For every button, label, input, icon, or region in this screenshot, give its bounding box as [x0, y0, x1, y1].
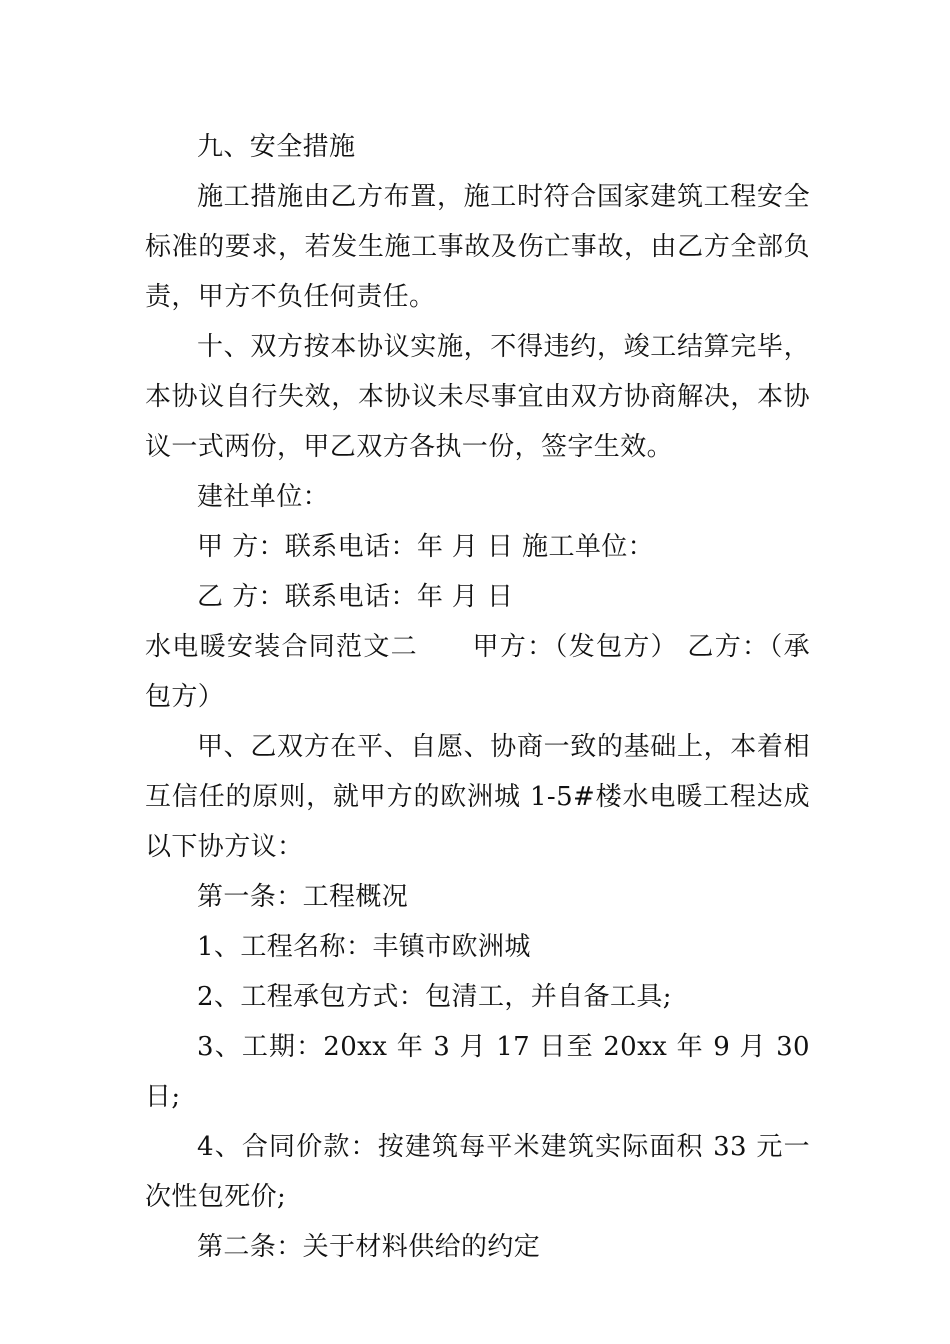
document-body	[145, 122, 810, 1272]
item-duration: 3、工期：20xx 年 3 月 17 日至 20xx 年 9 月 30 日;	[145, 1032, 810, 1112]
article-one-heading: 第一条：工程概况	[197, 882, 409, 912]
paragraph-safety-measures: 施工措施由乙方布置，施工时符合国家建筑工程安全标准的要求，若发生施工事故及伤亡事故，由乙方全部负责，甲方不负任何责任。	[145, 182, 810, 312]
paragraph-agreement-terms: 十、双方按本协议实施，不得违约，竣工结算完毕，本协议自行失效，本协议未尽事宜由双方协商解决，本协议一式两份，甲乙双方各执一份，签字生效。	[145, 332, 810, 462]
signature-line-party-a: 甲 方：联系电话：年 月 日 施工单位：	[197, 532, 655, 562]
item-contract-price: 4、合同价款：按建筑每平米建筑实际面积 33 元一次性包死价;	[145, 1132, 810, 1212]
signature-line-party-b: 乙 方：联系电话：年 月 日	[197, 582, 514, 612]
paragraph-preamble: 甲、乙双方在平、自愿、协商一致的基础上，本着相互信任的原则，就甲方的欧洲城 1-5#楼水电暖工程达成以下协方议：	[145, 732, 810, 862]
item-project-name: 1、工程名称：丰镇市欧洲城	[197, 932, 531, 962]
contract-title-two: 水电暖安装合同范文二 甲方：（发包方） 乙方：（承包方）	[145, 632, 810, 712]
article-two-heading: 第二条：关于材料供给的约定	[197, 1232, 541, 1262]
section-heading-safety: 九、安全措施	[197, 132, 356, 162]
item-contract-method: 2、工程承包方式：包清工，并自备工具;	[197, 982, 672, 1012]
label-construction-unit: 建社单位：	[197, 482, 330, 512]
